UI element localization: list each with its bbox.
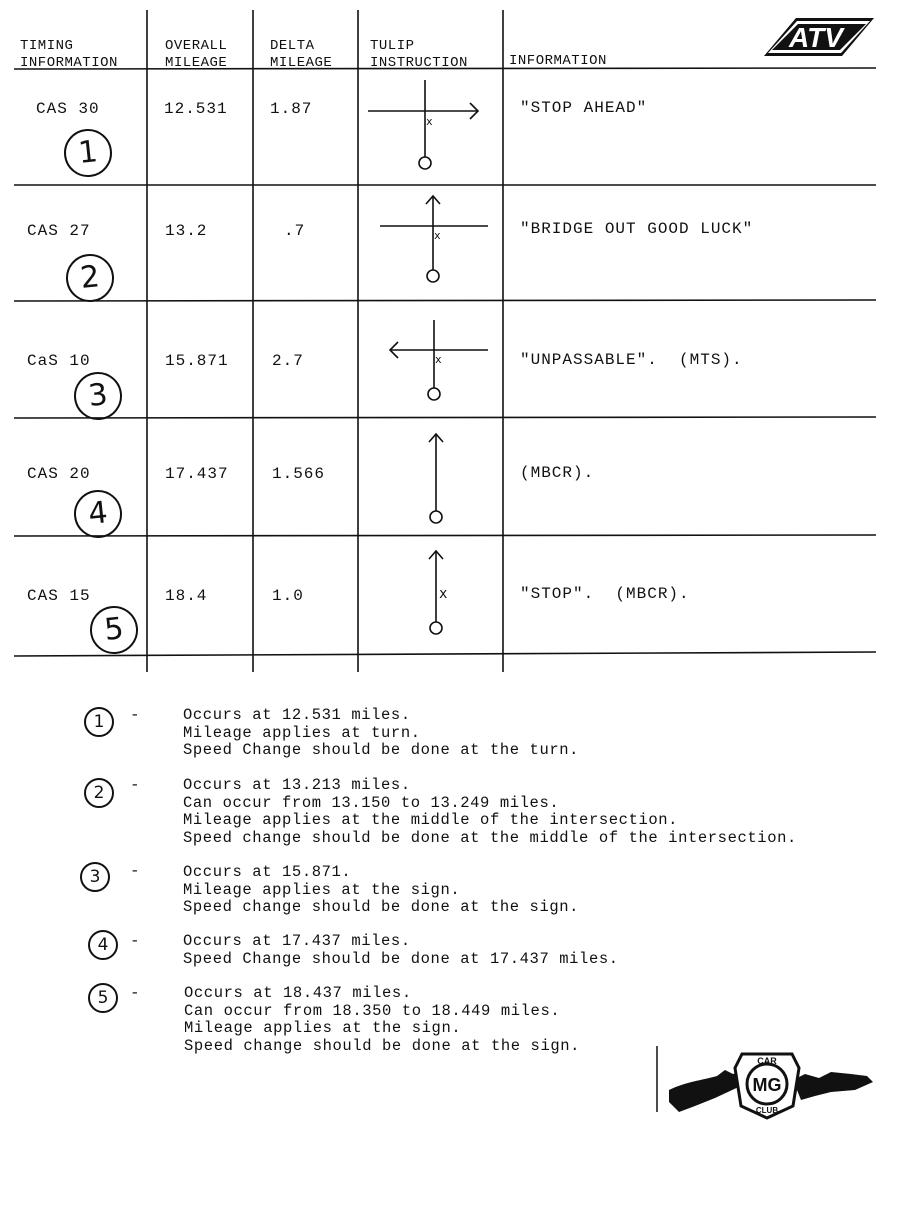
mg-logo-middle-text: MG [752, 1075, 782, 1095]
row-3-number-circle: 3 [72, 370, 125, 423]
note-3-dash: - [130, 862, 140, 880]
header-overall [165, 38, 227, 72]
row-2-number-circle: 2 [64, 252, 117, 305]
row-1-tulip-right-turn-icon [358, 70, 503, 185]
note-5-line-3: Mileage applies at the sign. [184, 1019, 462, 1037]
note-3-text [183, 864, 579, 917]
row-5-number-circle: 5 [88, 604, 141, 657]
header-tulip-line-1: TULIP [370, 38, 415, 54]
note-4-text [183, 933, 619, 968]
note-3-line-3: Speed change should be done at the sign. [183, 898, 580, 916]
note-1-line-3: Speed Change should be done at the turn. [183, 741, 580, 759]
note-3-line-2: Mileage applies at the sign. [183, 880, 461, 899]
note-1-line-1: Occurs at 12.531 miles. [183, 706, 411, 724]
row-3-overall: 15.871 [165, 352, 229, 370]
row-4-info: (MBCR). [520, 464, 595, 482]
note-5-dash: - [130, 984, 140, 1002]
note-1-text [183, 707, 579, 760]
atv-logo-text: ATV [789, 22, 843, 53]
row-1-delta: 1.87 [270, 100, 313, 118]
row-2-overall: 13.2 [165, 222, 208, 240]
note-2-number-circle: 2 [84, 778, 114, 808]
note-3-line-1: Occurs at 15.871. [183, 863, 352, 881]
header-tulip [370, 38, 468, 72]
row-5-timing: CAS 15 [27, 587, 91, 605]
row-5-delta: 1.0 [272, 587, 304, 605]
svg-text:x: x [426, 115, 433, 128]
note-5-line-1: Occurs at 18.437 miles. [184, 984, 412, 1002]
mg-car-club-logo [655, 1040, 880, 1120]
row-3-tulip-left-turn-icon [358, 302, 503, 417]
note-2-line-2: Can occur from 13.150 to 13.249 miles. [183, 793, 560, 812]
row-5-tulip-straight-mark-icon [358, 536, 503, 654]
row-4-delta: 1.566 [272, 465, 326, 483]
note-3-number-circle: 3 [80, 862, 110, 892]
svg-text:x: x [435, 353, 442, 366]
row-4-number-circle: 4 [72, 488, 125, 541]
row-2-delta: .7 [284, 222, 306, 240]
header-delta [270, 38, 332, 72]
note-4-number-circle: 4 [88, 930, 118, 960]
row-3-delta: 2.7 [272, 352, 304, 370]
row-4-overall: 17.437 [165, 465, 229, 483]
row-1-info: "STOP AHEAD" [520, 99, 648, 117]
note-2-dash: - [130, 776, 140, 794]
note-2-text [183, 777, 797, 847]
header-information: INFORMATION [509, 53, 607, 69]
header-overall-line-1: OVERALL [165, 38, 228, 54]
header-timing-line-1: TIMING [20, 38, 74, 54]
row-1-timing: CAS 30 [36, 100, 100, 118]
row-3-info: "UNPASSABLE". (MTS). [520, 351, 743, 369]
note-4-line-2: Speed Change should be done at 17.437 miles. [183, 949, 619, 968]
row-3-timing: CaS 10 [27, 352, 91, 370]
note-2-line-1: Occurs at 13.213 miles. [183, 776, 411, 794]
row-2-info: "BRIDGE OUT GOOD LUCK" [520, 220, 754, 238]
header-delta-line-1: DELTA [270, 38, 315, 54]
note-5-line-2: Can occur from 18.350 to 18.449 miles. [184, 1001, 561, 1020]
row-2-timing: CAS 27 [27, 222, 91, 240]
svg-text:x: x [434, 229, 441, 242]
row-5-info: "STOP". (MBCR). [520, 585, 690, 603]
svg-text:x: x [439, 586, 448, 602]
note-5-line-4: Speed change should be done at the sign. [184, 1036, 581, 1055]
row-1-overall: 12.531 [164, 100, 228, 118]
note-1-line-2: Mileage applies at turn. [183, 723, 421, 742]
row-4-timing: CAS 20 [27, 465, 91, 483]
row-4-tulip-straight-icon [358, 418, 503, 535]
note-5-text [184, 985, 580, 1055]
row-5-overall: 18.4 [165, 587, 208, 605]
header-delta-line-2: MILEAGE [270, 55, 333, 71]
mg-logo-bottom-text: CLUB [755, 1106, 779, 1115]
mg-logo-top-text: CAR [757, 1056, 777, 1066]
note-1-dash: - [130, 706, 140, 724]
note-2-line-4: Speed change should be done at the middle of the intersection. [183, 828, 797, 847]
header-overall-line-2: MILEAGE [165, 55, 228, 71]
atv-logo [760, 14, 878, 60]
note-4-line-1: Occurs at 17.437 miles. [183, 932, 411, 950]
row-1-number-circle: 1 [62, 127, 115, 180]
note-1-number-circle: 1 [84, 707, 114, 737]
note-5-number-circle: 5 [88, 983, 118, 1013]
header-tulip-line-2: INSTRUCTION [370, 55, 468, 71]
header-timing [20, 38, 118, 72]
note-2-line-3: Mileage applies at the middle of the intersection. [183, 811, 679, 829]
header-timing-line-2: INFORMATION [20, 55, 118, 71]
note-4-dash: - [130, 932, 140, 950]
row-2-tulip-straight-icon [358, 186, 503, 300]
